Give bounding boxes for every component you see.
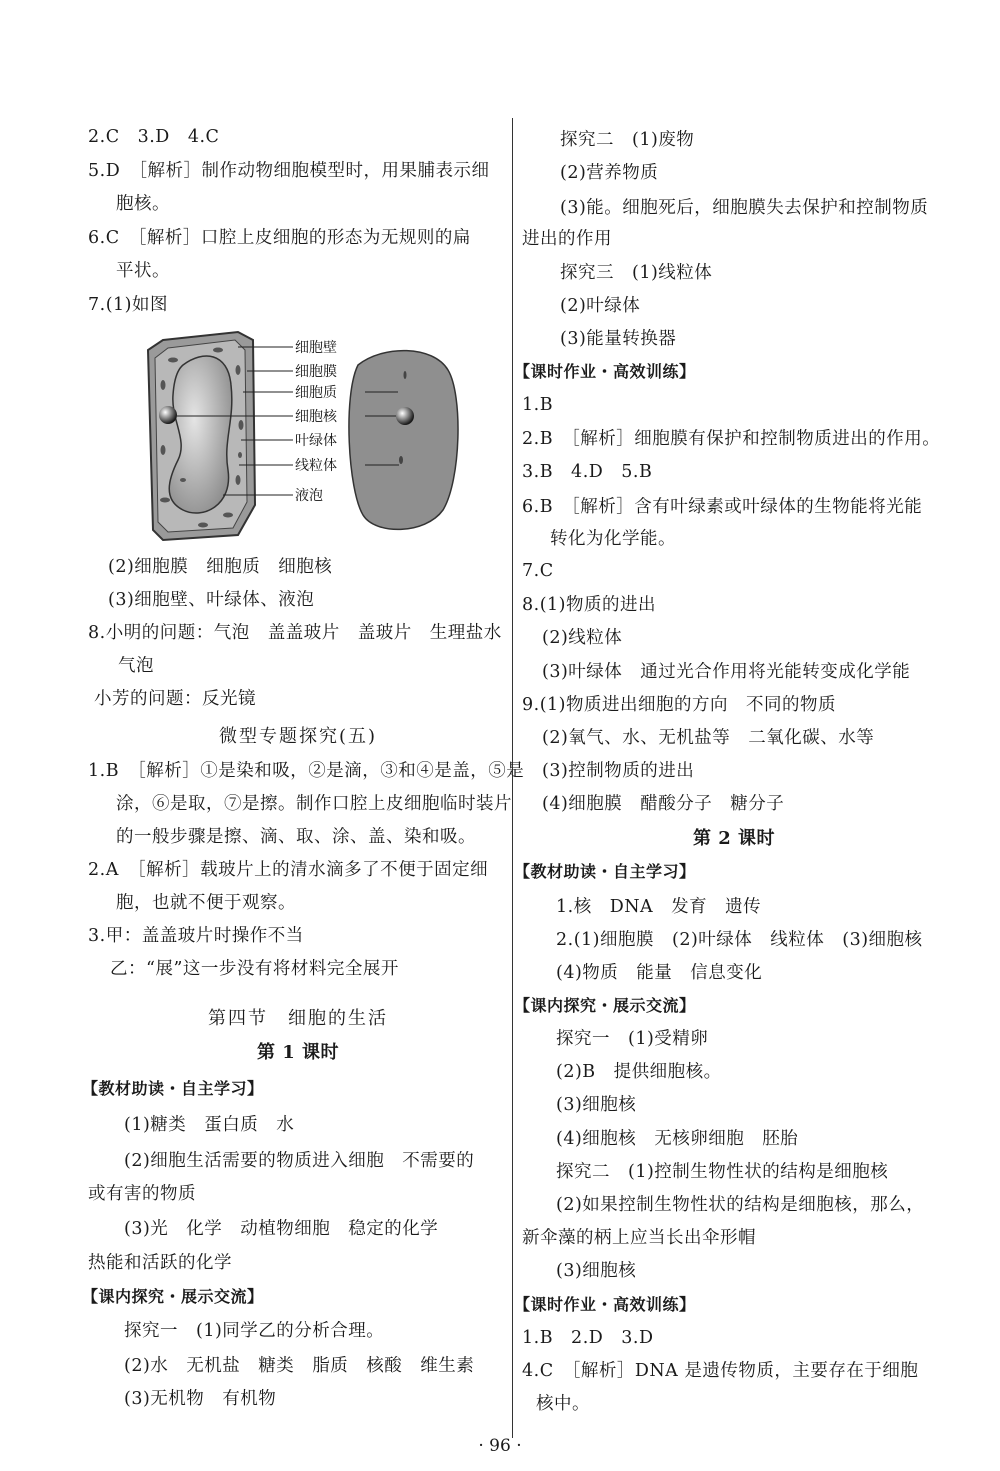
section-heading: 【课内探究・展示交流】	[514, 996, 696, 1015]
answer-line: (2)细胞生活需要的物质进入细胞 不需要的	[124, 1151, 475, 1171]
answer-line: 新伞藻的柄上应当长出伞形帽	[522, 1228, 756, 1248]
answer-line: (3)细胞壁、叶绿体、液泡	[108, 590, 315, 610]
answer-line: (3)无机物 有机物	[124, 1389, 277, 1409]
plant-cell	[148, 332, 255, 540]
answer-line: 核中。	[536, 1394, 590, 1414]
answer-line: 胞核。	[116, 194, 170, 214]
label-cell-wall: 细胞壁	[295, 340, 337, 356]
answer-line: 探究二 (1)废物	[560, 130, 695, 150]
answer-line: (1)糖类 蛋白质 水	[124, 1115, 295, 1135]
label-nucleus: 细胞核	[295, 409, 337, 425]
answer-line: (2)细胞膜 细胞质 细胞核	[108, 557, 333, 577]
answer-line: 乙：“展”这一步没有将材料完全展开	[110, 959, 399, 979]
answer-line: 小芳的问题：反光镜	[94, 689, 256, 709]
answer-line: 7.(1)如图	[88, 295, 168, 315]
answer-line: 8.小明的问题：气泡 盖盖玻片 盖玻片 生理盐水	[88, 623, 502, 643]
label-cell-membrane: 细胞膜	[295, 364, 337, 380]
animal-cell	[349, 351, 458, 530]
answer-line: (3)能。细胞死后，细胞膜失去保护和控制物质	[560, 198, 929, 218]
answer-line: 进出的作用	[522, 229, 612, 249]
section-title: 微型专题探究(五)	[218, 726, 378, 747]
answer-line: (2)B 提供细胞核。	[556, 1062, 722, 1082]
answer-line: (2)线粒体	[542, 628, 623, 648]
answer-line: (3)叶绿体 通过光合作用将光能转变成化学能	[542, 662, 911, 682]
answer-line: 平状。	[116, 261, 170, 281]
answer-line: (2)叶绿体	[560, 296, 641, 316]
answer-line: 6.B ［解析］含有叶绿素或叶绿体的生物能将光能	[522, 497, 923, 517]
answer-line: (2)如果控制生物性状的结构是细胞核，那么，	[556, 1195, 925, 1215]
answer-line: 4.C ［解析］DNA 是遗传物质，主要存在于细胞	[522, 1361, 919, 1381]
section-title: 第四节 细胞的生活	[208, 1008, 388, 1029]
answer-line: (2)水 无机盐 糖类 脂质 核酸 维生素	[124, 1356, 475, 1376]
answer-line: 3.甲：盖盖玻片时操作不当	[88, 926, 304, 946]
answer-line: (3)细胞核	[556, 1095, 637, 1115]
section-heading: 【教材助读・自主学习】	[82, 1079, 264, 1098]
section-heading: 【课内探究・展示交流】	[82, 1287, 264, 1306]
answer-line: (4)细胞核 无核卵细胞 胚胎	[556, 1129, 799, 1149]
answer-line: (3)细胞核	[556, 1261, 637, 1281]
section-heading: 【课时作业・高效训练】	[514, 362, 696, 381]
label-vacuole: 液泡	[295, 488, 323, 504]
answer-line: (2)氧气、水、无机盐等 二氧化碳、水等	[542, 728, 875, 748]
answer-line: 转化为化学能。	[550, 529, 676, 549]
answer-line: 或有害的物质	[88, 1184, 196, 1204]
answer-line: (4)物质 能量 信息变化	[556, 963, 763, 983]
answer-line: 1.B ［解析］①是染和吸，②是滴，③和④是盖，⑤是	[88, 761, 525, 781]
answer-line: (4)细胞膜 醋酸分子 糖分子	[542, 794, 785, 814]
answer-line: 2.C 3.D 4.C	[88, 127, 220, 147]
answer-line: 热能和活跃的化学	[88, 1253, 232, 1273]
answer-line: 3.B 4.D 5.B	[522, 462, 653, 482]
answer-line: 探究二 (1)控制生物性状的结构是细胞核	[556, 1162, 889, 1182]
answer-line: 1.核 DNA 发育 遗传	[556, 897, 762, 917]
answer-line: 2.(1)细胞膜 (2)叶绿体 线粒体 (3)细胞核	[556, 930, 923, 950]
answer-line: (3)控制物质的进出	[542, 761, 695, 781]
section-heading: 【教材助读・自主学习】	[514, 862, 696, 881]
answer-line: 7.C	[522, 561, 554, 581]
answer-line: 的一般步骤是擦、滴、取、涂、盖、染和吸。	[116, 827, 476, 847]
lesson-title: 第 2 课时	[692, 828, 776, 849]
label-chloroplast: 叶绿体	[295, 433, 337, 449]
answer-line: 6.C ［解析］口腔上皮细胞的形态为无规则的扁	[88, 228, 471, 248]
answer-line: (2)营养物质	[560, 163, 659, 183]
answer-line: 胞，也就不便于观察。	[116, 893, 296, 913]
answer-line: 探究一 (1)受精卵	[556, 1029, 709, 1049]
answer-line: 探究一 (1)同学乙的分析合理。	[124, 1321, 385, 1341]
answer-line: (3)光 化学 动植物细胞 稳定的化学	[124, 1219, 439, 1239]
page-number: · 96 ·	[478, 1436, 522, 1456]
cell-diagram	[143, 330, 503, 548]
lesson-title: 第 1 课时	[256, 1042, 340, 1063]
answer-line: (3)能量转换器	[560, 329, 677, 349]
section-heading: 【课时作业・高效训练】	[514, 1295, 696, 1314]
answer-line: 8.(1)物质的进出	[522, 595, 656, 615]
answer-line: 2.B ［解析］细胞膜有保护和控制物质进出的作用。	[522, 429, 941, 449]
answer-line: 气泡	[118, 656, 154, 676]
label-mitochondria: 线粒体	[295, 458, 337, 474]
answer-line: 1.B	[522, 395, 554, 415]
answer-line: 5.D ［解析］制作动物细胞模型时，用果脯表示细	[88, 161, 490, 181]
answer-line: 1.B 2.D 3.D	[522, 1328, 654, 1348]
answer-line: 9.(1)物质进出细胞的方向 不同的物质	[522, 695, 836, 715]
answer-line: 探究三 (1)线粒体	[560, 263, 713, 283]
label-cytoplasm: 细胞质	[295, 385, 337, 401]
answer-line: 2.A ［解析］载玻片上的清水滴多了不便于固定细	[88, 860, 489, 880]
answer-line: 涂，⑥是取，⑦是擦。制作口腔上皮细胞临时装片	[116, 794, 512, 814]
